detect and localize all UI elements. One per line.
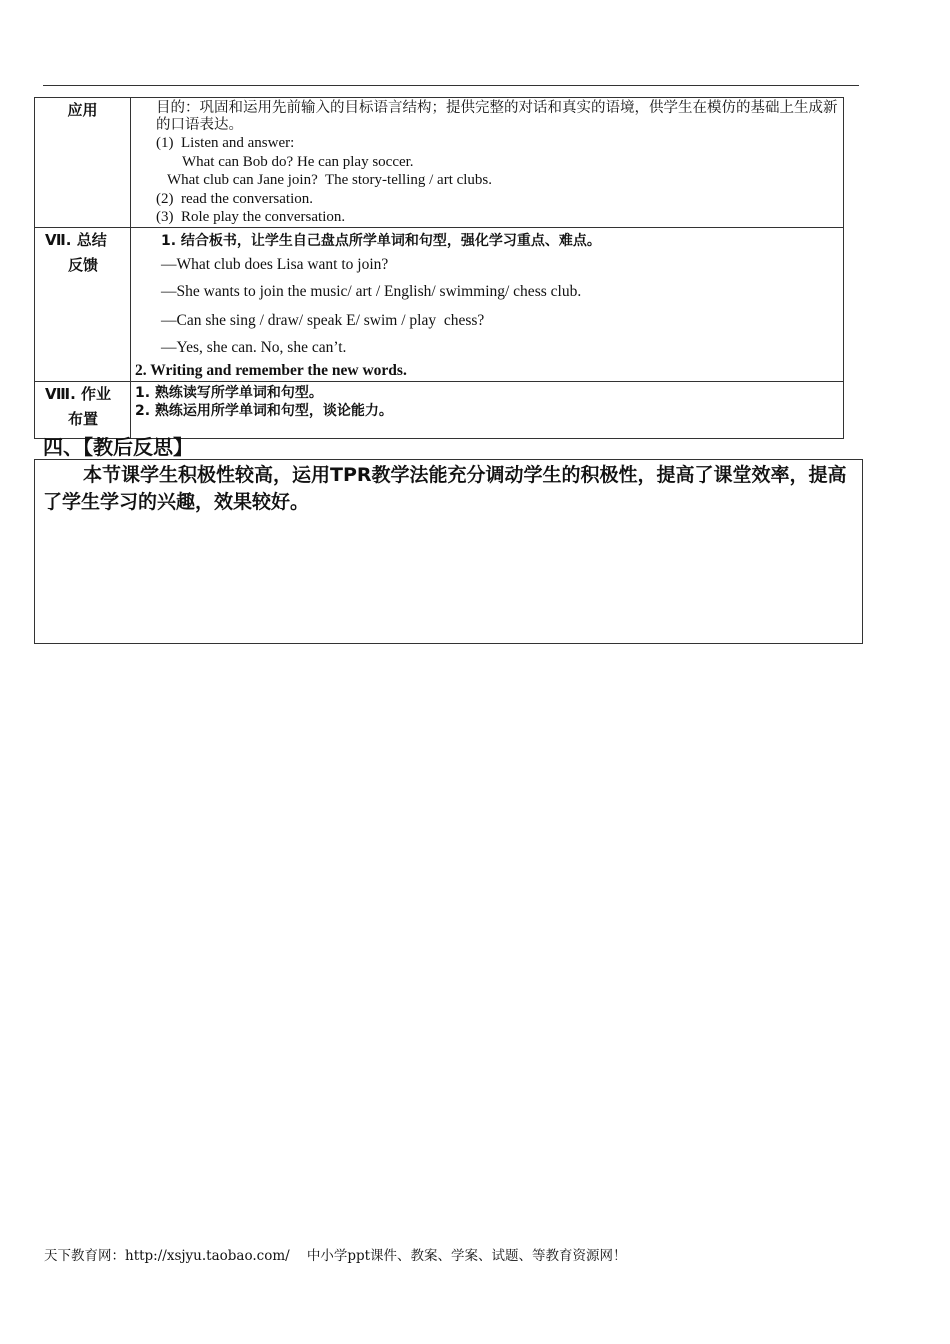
activity-line: What club can Jane join? The story-telling / art clubs. [156, 172, 493, 188]
table-row-homework [35, 381, 844, 438]
dialog-line: —She wants to join the music/ art / English/ swimming/ chess club. [161, 282, 582, 300]
dialog-line: —What club does Lisa want to join? [161, 255, 389, 273]
summary-point: 2. Writing and remember the new words. [135, 361, 407, 379]
row-label-cell [35, 227, 131, 381]
table-row-application [35, 98, 844, 228]
section-title: 四、【教后反思】 [43, 435, 193, 459]
row-content-cell [131, 381, 844, 438]
header-rule [43, 85, 859, 86]
homework-item: 2. 熟练运用所学单词和句型，谈论能力。 [135, 403, 393, 419]
table-row-summary [35, 227, 844, 381]
row-content-cell [131, 98, 844, 228]
homework-item: 1. 熟练读写所学单词和句型。 [135, 384, 323, 401]
activity-line: (2) read the conversation. [156, 190, 314, 207]
lesson-plan-table [34, 97, 844, 439]
purpose-text: 目的：巩固和运用先前输入的目标语言结构；提供完整的对话和真实的语境，供学生在模仿的基础上生成新的口语表达。 [156, 100, 838, 133]
row-label-cell [35, 98, 131, 228]
row-label: 应用 [67, 101, 98, 119]
activity-line: (1) Listen and answer: [156, 135, 295, 151]
activity-line: What can Bob do? He can play soccer. [156, 153, 414, 170]
page-footer: 天下教育网：http://xsjyu.taobao.com/ 中小学ppt课件、教案、学案、试题、等教育资源网！ [44, 1248, 627, 1264]
dialog-line: —Can she sing / draw/ speak E/ swim / play chess? [161, 311, 485, 329]
row-label-continued: 反馈 [68, 255, 99, 274]
dialog-line: —Yes, she can. No, she can’t. [161, 338, 347, 356]
summary-point: 1. 结合板书，让学生自己盘点所学单词和句型，强化学习重点、难点。 [161, 232, 601, 249]
reflection-box: 本节课学生积极性较高，运用TPR教学法能充分调动学生的积极性，提高了课堂效率，提高了学生学习的兴趣，效果较好。 [34, 459, 863, 644]
activity-line: (3) Role play the conversation. [156, 209, 346, 225]
row-label: Ⅷ. 作业 [45, 384, 112, 403]
row-label-continued: 布置 [68, 409, 99, 428]
row-label-cell [35, 381, 131, 438]
row-content-cell [131, 227, 844, 381]
row-label: Ⅶ. 总结 [45, 230, 107, 249]
